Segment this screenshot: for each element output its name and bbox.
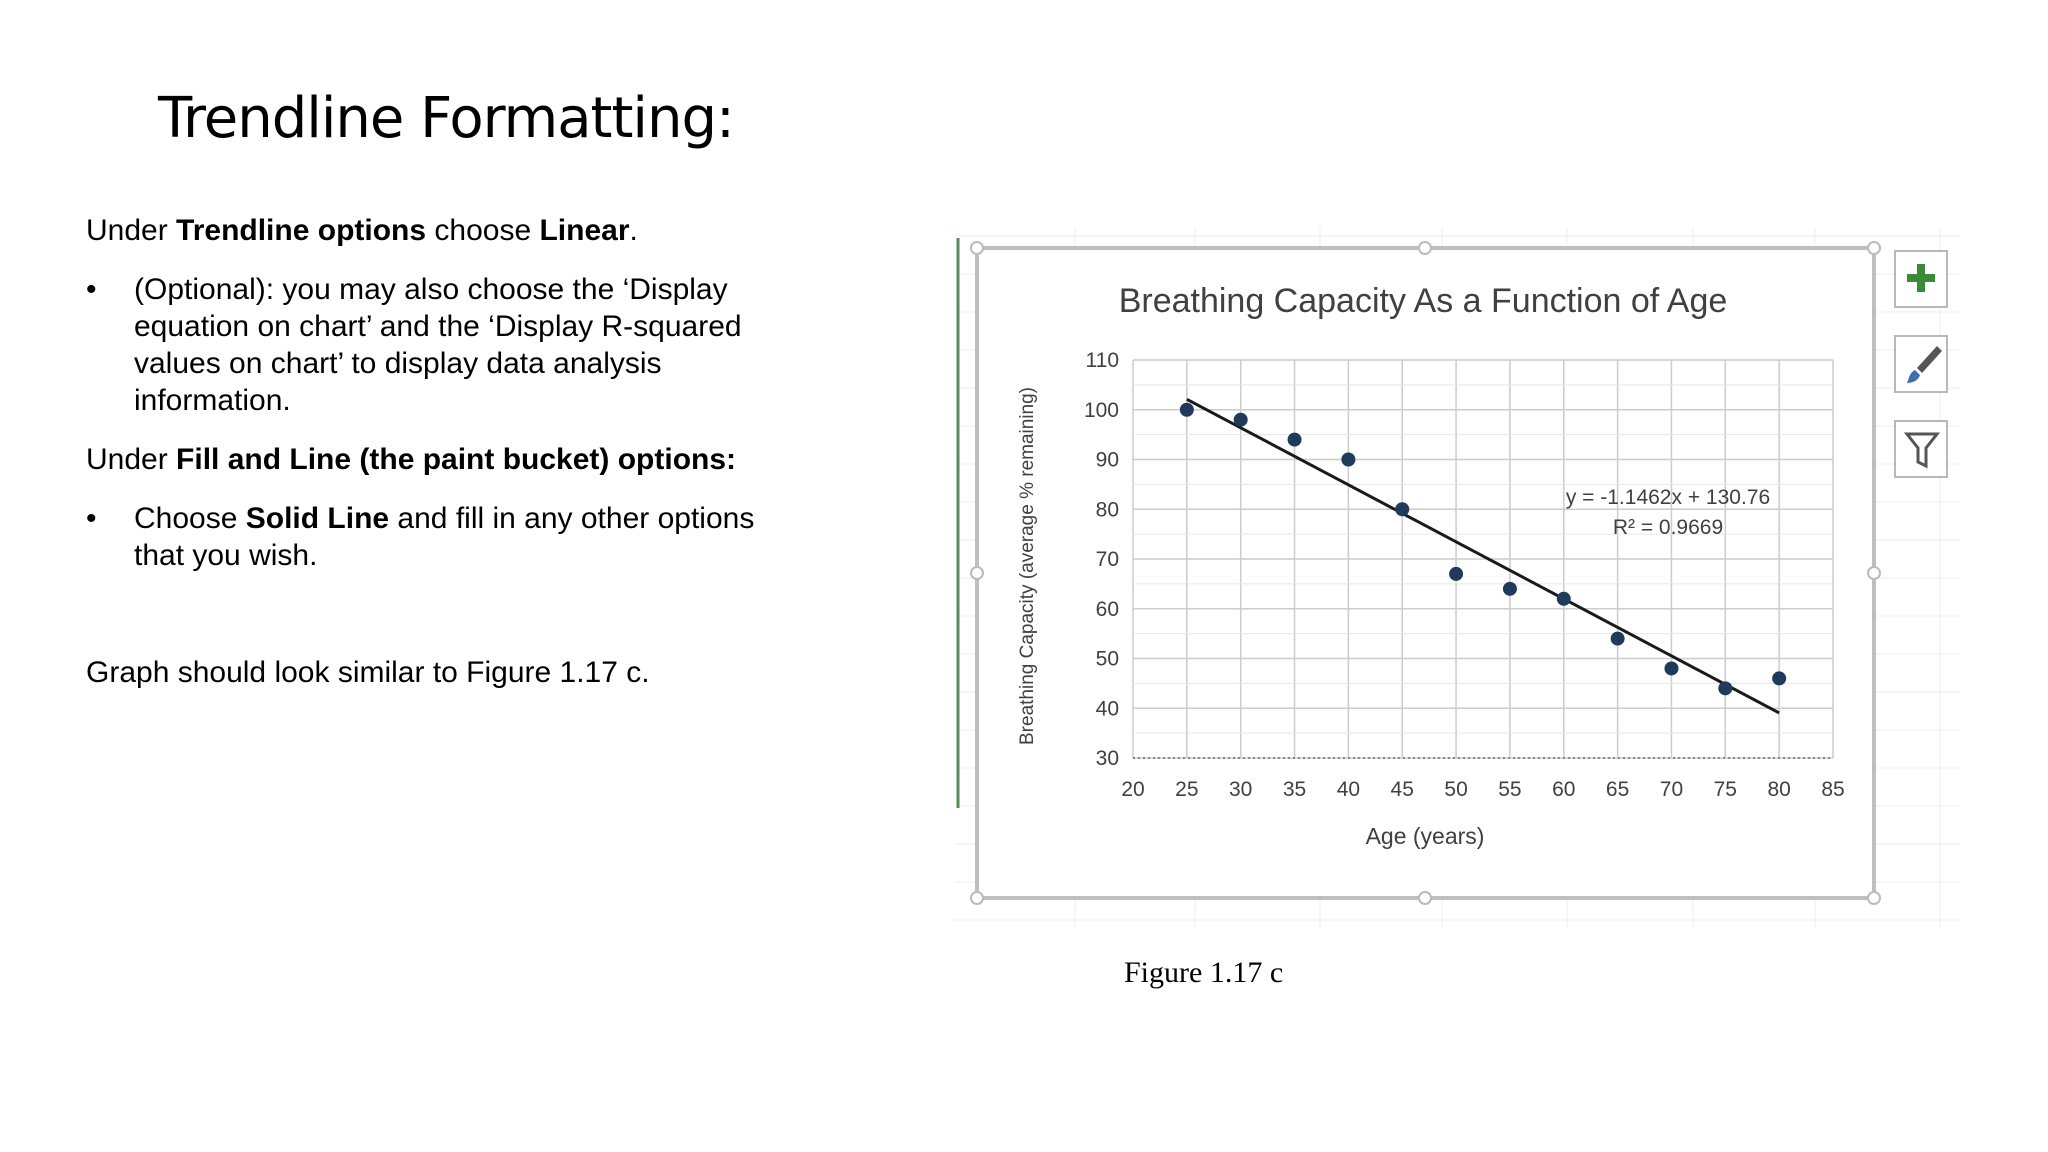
bullet-optional-text: (Optional): you may also choose the ‘Display equation on chart’ and the ‘Display R-squared values on chart’ to display data analysis information. (134, 273, 742, 417)
chart-styles-button[interactable] (1895, 336, 1947, 392)
bullet-marker: • (86, 502, 97, 535)
slide-title: Trendline Formatting: (158, 86, 734, 151)
y-tick-label: 70 (1095, 548, 1119, 571)
x-tick-label: 75 (1713, 778, 1737, 801)
resize-handle[interactable] (971, 567, 983, 579)
text-under-2: Under (86, 443, 177, 476)
chart-filters-button-frame[interactable] (1895, 421, 1947, 477)
data-point (1718, 681, 1732, 695)
spacer (86, 596, 806, 654)
chart-screenshot (955, 228, 1965, 928)
paragraph-trendline-options (86, 212, 806, 249)
y-tick-label: 100 (1083, 398, 1119, 422)
chart-title: Breathing Capacity As a Function of Age (1118, 282, 1728, 320)
resize-handle[interactable] (1868, 242, 1880, 254)
chart-svg (955, 228, 1965, 928)
x-tick-label: 40 (1336, 778, 1361, 801)
resize-handle[interactable] (1419, 242, 1431, 254)
y-tick-label: 110 (1085, 349, 1119, 372)
resize-handle[interactable] (1419, 892, 1431, 904)
text-options: and fill in any other options that you wish. (134, 502, 755, 572)
data-point (1611, 632, 1625, 646)
data-point (1664, 661, 1678, 675)
data-point (1557, 592, 1571, 606)
x-tick-label: 20 (1121, 778, 1145, 801)
x-tick-label: 60 (1552, 778, 1576, 801)
paragraph-fill-line (86, 441, 806, 478)
data-point (1288, 433, 1302, 447)
data-point (1772, 671, 1786, 685)
y-tick-label: 40 (1095, 697, 1119, 721)
chart-filters-button[interactable] (1895, 421, 1947, 477)
x-tick-label: 55 (1498, 778, 1522, 801)
y-tick-label: 50 (1095, 647, 1119, 671)
data-point (1503, 582, 1517, 596)
data-point (1341, 453, 1355, 467)
data-point (1234, 413, 1248, 427)
x-tick-label: 30 (1229, 778, 1253, 801)
text-trendline-options: Trendline options (176, 214, 427, 247)
y-tick-label: 60 (1095, 597, 1119, 621)
x-tick-label: 45 (1390, 778, 1414, 801)
bullet-solid-line-text (134, 502, 754, 572)
bullet-marker: • (86, 273, 97, 306)
slide-body (86, 212, 806, 713)
paragraph-graph-note: Graph should look similar to Figure 1.17 c. (86, 656, 650, 689)
figure-caption: Figure 1.17 c (1124, 956, 1284, 989)
text-under: Under (86, 214, 177, 247)
data-point (1395, 502, 1409, 516)
y-tick-label: 80 (1095, 498, 1119, 522)
text-choose-2: Choose (134, 502, 246, 535)
resize-handle[interactable] (1868, 892, 1880, 904)
x-tick-label: 25 (1175, 778, 1199, 801)
x-tick-label: 50 (1444, 778, 1468, 801)
data-point (1180, 403, 1194, 417)
x-tick-label: 65 (1605, 778, 1630, 801)
x-tick-label: 80 (1767, 778, 1791, 801)
resize-handle[interactable] (971, 892, 983, 904)
r-squared-label: R² = 0.9669 (1612, 516, 1724, 539)
bullet-solid-line (86, 500, 806, 574)
data-point (1449, 567, 1463, 581)
trendline-equation: y = -1.1462x + 130.76 (1565, 486, 1771, 509)
x-tick-label: 70 (1659, 778, 1684, 801)
bullet-optional (86, 271, 806, 419)
y-tick-label: 90 (1095, 448, 1119, 472)
text-fill-line-options: Fill and Line (the paint bucket) options: (176, 443, 737, 476)
x-tick-label: 35 (1282, 778, 1307, 801)
resize-handle[interactable] (1868, 567, 1880, 579)
text-period: . (629, 214, 638, 247)
y-axis-label: Breathing Capacity (average % remaining) (1017, 386, 1038, 746)
chart-area-frame[interactable] (977, 248, 1874, 898)
text-choose: choose (426, 214, 540, 247)
chart-elements-button[interactable] (1895, 251, 1947, 307)
text-solid-line: Solid Line (245, 502, 390, 535)
text-linear: Linear (539, 214, 630, 247)
x-tick-label: 85 (1821, 778, 1845, 801)
y-tick-label: 30 (1095, 747, 1119, 770)
resize-handle[interactable] (971, 242, 983, 254)
x-axis-label: Age (years) (1365, 823, 1485, 849)
